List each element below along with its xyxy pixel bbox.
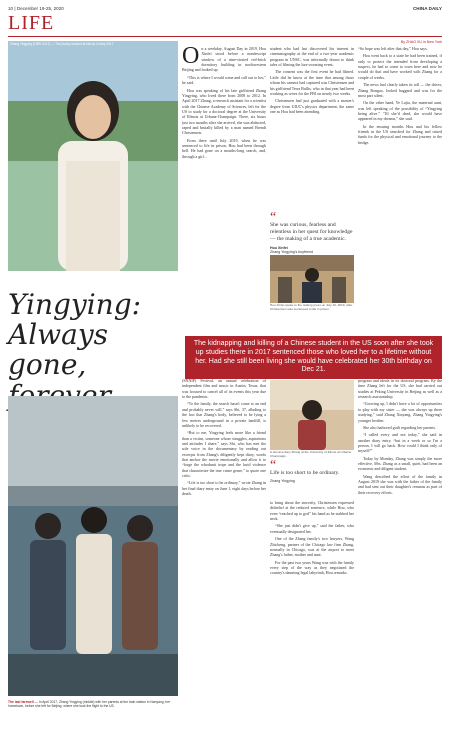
quote-mark-icon: “	[270, 458, 277, 473]
article-column-4	[182, 378, 266, 738]
photo-documentary	[270, 380, 354, 450]
paragraph: “So hope was left after that day,” Hou says.	[358, 46, 428, 51]
paragraph: “But to me, Yingying feels more like a friend than a victim, someone whose struggles, aspirations and attitudes I share,” says Shi, who has met the sole voice in the documentary by reading out excerpts from Zhang's diligently kept diary, words that anchor the movie emotionally and allow it to “forge the whodunit trope and the lurid violence that characterize the true crime genre,” to quote one critic.	[182, 430, 266, 479]
pull-quote-text: She was curious, fearless and relentless in her quest for knowledge — the making of a true academic.	[270, 222, 353, 243]
paragraph: “Life is too short to be ordinary,” wrote Zhang in her final diary entry on June 1, eight days before her death.	[182, 480, 266, 497]
paragraph: On the other hand, Ye Lujia, the maternal aunt, was left speaking of the possibility of “Yingying being alive.” ’Til she’d dead, she would have appeared in my dreams,” she said.	[358, 100, 442, 122]
pull-quote-2-name: Zhang Yingying	[270, 479, 295, 484]
paragraph: Hou went back to a state he had been trained, if only to protect the intended from developing a suspect, he had to come to town here and now he would do that and have worked with Zhang for a couple of weeks.	[358, 53, 442, 80]
photo-zhang-portrait	[8, 41, 178, 271]
article-column-2	[270, 46, 354, 210]
paragraph: In the ensuing months Hou and his fellow friends in the US searched for Zhang and raised funds for the physical and emotional journey to the bridge.	[358, 123, 442, 145]
paragraph: The consent was the first event he had filmed. Little did he know at the time that among those whom his camera had captured was Christensen and his girlfriend Terra Bullis, who in that year had been working as wires for the FBI on nearly two weeks.	[270, 69, 354, 96]
paragraph: “To the family, the search hasn't come to an end and probably never will,” says Shi, 37, alluding to the fact that Zhang's body, believed to be lying a few metres underground in a private landfill, is unlikely to be recovered.	[182, 401, 266, 428]
pull-quote-attribution	[270, 246, 354, 254]
deck: The kidnapping and killing of a Chinese student in the US soon after she took up studies there in 2017 sentenced those who loved her to a lifetime without her. Had she still been living she would have celebrated her 30th birthday on Dec 21.	[185, 336, 442, 379]
paragraph: From there until July 2019, when he was sentenced to life in prison, Hou had been through hell. He had gone on a months-long search, and, through a girl...	[182, 137, 266, 159]
paragraph: Christensen had just graduated with a master's degree from UIUC's physics department, the same one as Hou had been attending.	[270, 98, 354, 114]
section-title: LIFE	[8, 12, 55, 34]
masthead	[8, 4, 442, 14]
pull-quote	[270, 210, 354, 255]
paragraph: Today by Monday, Zhang was simply the more effective, Mrs. Zhang as a small, quiet, had been an economic and diligent student.	[358, 455, 442, 472]
section-rule	[8, 36, 442, 37]
quote-mark-icon: “	[270, 210, 277, 225]
paragraph: One of the Zhang family's two lawyers, Wang Zhicheng, partner of the Chicago law firm Zhang, normally in Chicago, was at the airport to meet Zhang's father, mother and aunt.	[270, 536, 354, 558]
article-column-3	[358, 46, 442, 366]
paragraph: student who had last discovered his interest in cinematography at the end of a two-year academic program in UNSC, was informally drawn to think tales of filming the lure swearing event.	[270, 46, 354, 68]
photo-bottom-caption	[8, 700, 178, 708]
pull-quote-role: Zhang Yingying's boyfriend	[270, 250, 314, 255]
paragraph: The news had clearly taken its toll — the driver, Zhang Rongao, looked haggard and was for the most part silent.	[358, 82, 442, 98]
paragraph: “I called every and not today,” she said in another diary entry, “but in a week or so I'm a person, I will go back. How could I think only of myself?”	[358, 432, 442, 454]
pull-quote-2-text: Life is too short to be ordinary.	[270, 470, 340, 477]
paragraph: “She just didn't give up,” said the father, who eventually designated her.	[270, 523, 354, 534]
paragraph: “This is where I would come and call out to her,” he said.	[182, 74, 266, 86]
paper-name: CHINA DAILY	[412, 6, 442, 11]
caption-lead: The last farewell	[8, 700, 34, 704]
caption-text: — In April 2017, Zhang Yingying (middle) with her parents at the train station in Nanyang, her hometown, before she left for Beijing, where she took the flight to the US.	[8, 700, 171, 709]
article-column-6	[358, 378, 442, 738]
photo-mid-caption: Hou Xinfei spoke to the waiting press on July 10, 2019, after Christensen was sentenced to life in prison.	[270, 303, 353, 311]
paragraph: (SNNIP) Festival, an annual celebration of independent film and music in Austin, Texas, that was focused to cancel all of its events this year due to the pandemic.	[182, 378, 266, 400]
pull-quote-name: Hou Xinfei	[270, 246, 288, 251]
page-info: 10 | December 19-25, 2020	[8, 6, 64, 11]
article-column-1	[182, 46, 266, 336]
headline: Yingying: Always gone,	[8, 288, 142, 382]
photo-family-farewell	[8, 396, 178, 696]
photo-small-caption: A documentary Zhang at the University of Illinois at Urbana-Champaign.	[270, 450, 352, 458]
paragraph: Wang described the effort of the family in August 2019 she was with the father of the family and had sent out their daughter's remains as part of their recovery efforts.	[358, 473, 442, 495]
paragraph: For the past two years Wang was with the family every step of the way as they negotiated the country's daunting legal labyrinth, Hou remarks.	[270, 559, 354, 576]
paragraph: program and ideals in its doctoral program. By the time Zhang left for the US, she had carried out studies at Peking University in Beijing as well as a research assistantship.	[358, 378, 442, 400]
paragraph: n a weekday, August Day in 2019, Hou Xinfei stood before a nondescript window of a nine-storied red-brick dormitory building in northwestern Beijing and looked up.	[182, 46, 266, 73]
paragraph: “Growing up, I didn't have a lot of opportunities to play with my sister — she was always up there studying,” said Zhang Xinyang, Zhang Yingying's younger brother.	[358, 401, 442, 423]
paragraph: to bring about the sincerity, Christensen expressed disbelief at the reduced sentence, while Hou, who even “reached up to god” his hand as he stabbed her neck.	[270, 500, 354, 522]
paragraph: She also harbored guilt regarding her parents.	[363, 424, 436, 430]
drop-cap: O	[182, 46, 200, 69]
pull-quote-2	[270, 458, 354, 484]
byline: By ZHAO XU in New York	[400, 40, 442, 44]
photo-top-caption: Zhang Yingying (1990-2017) — The plucky student at Illinois in May 2017.	[10, 42, 115, 46]
paragraph: Hou was speaking of his late girlfriend Zhang Yingying, who lived there from 2008 to 2012. In April 2017 Zhang, a research assistant for a scientist with the Chinese Academy of Sciences, left for the US to study for a doctoral degree at the University of Illinois at Urbana-Champaign. There, six hours just two months after she arrived, she was abducted, raped and brutally killed by a man named Brendt Christensen.	[182, 87, 266, 136]
photo-hou-press	[270, 255, 354, 303]
article-column-5	[270, 500, 354, 740]
